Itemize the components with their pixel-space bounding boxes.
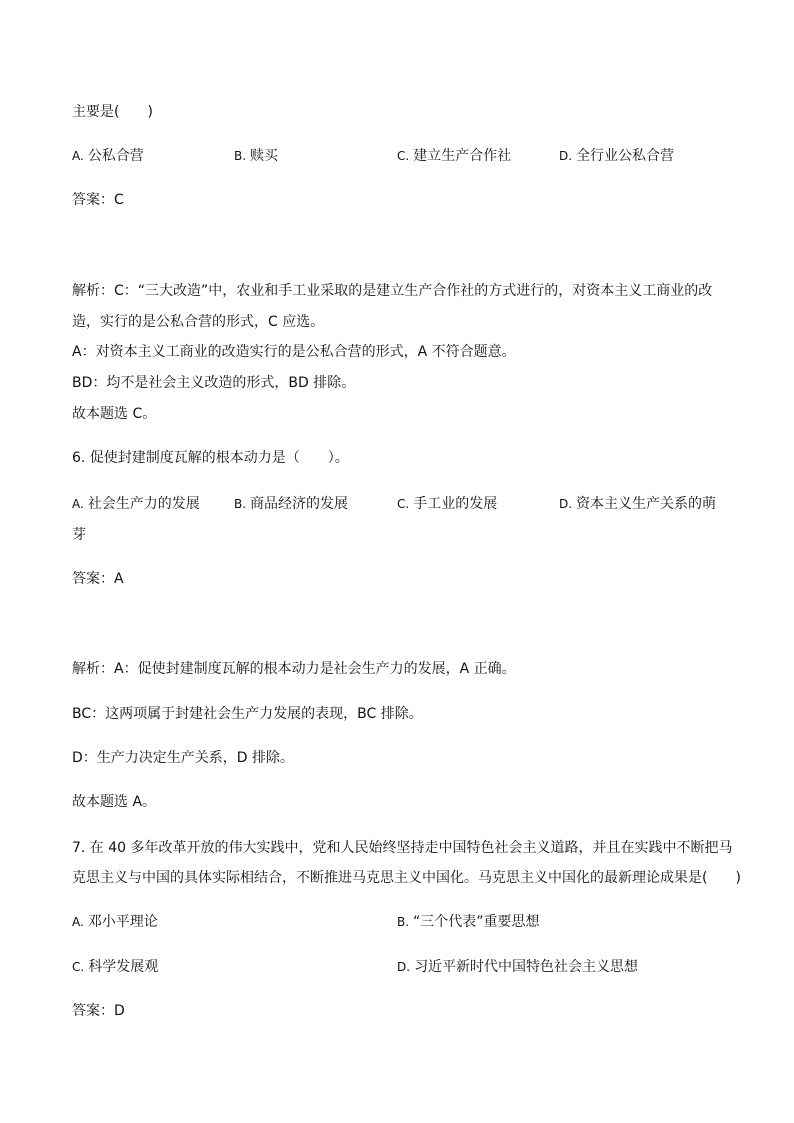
q7-option-d: D. 习近平新时代中国特色社会主义思想 [397, 959, 639, 975]
q7-option-b: B. “三个代表”重要思想 [397, 914, 540, 930]
q6-option-b: B. 商品经济的发展 [234, 496, 349, 512]
q6-option-d: D. 资本主义生产关系的萌 [559, 496, 717, 512]
q6-analysis-line: 解析：A：促使封建制度瓦解的根本动力是社会生产力的发展，A 正确。 [72, 661, 516, 677]
q5-option-b: B. 赎买 [234, 148, 279, 164]
q5-analysis-line: A：对资本主义工商业的改造实行的是公私合营的形式，A 不符合题意。 [72, 344, 516, 360]
q6-option-c: C. 手工业的发展 [397, 496, 498, 512]
q5-analysis-line: BD：均不是社会主义改造的形式，BD 排除。 [72, 375, 356, 391]
q5-analysis-line: 造，实行的是公私合营的形式，C 应选。 [72, 314, 325, 330]
q5-option-d: D. 全行业公私合营 [559, 148, 675, 164]
q5-answer: 答案：C [72, 192, 124, 208]
q7-stem-line: 7. 在 40 多年改革开放的伟大实践中，党和人民始终坚持走中国特色社会主义道路，并且在实践中不断把马 [72, 840, 733, 856]
q5-analysis-line: 故本题选 C。 [72, 406, 157, 422]
q5-stem-tail: 主要是( ) [72, 104, 153, 120]
q6-analysis-line: BC：这两项属于封建社会生产力发展的表现，BC 排除。 [72, 706, 423, 722]
q5-option-a: A. 公私合营 [72, 148, 144, 164]
q5-analysis-line: 解析：C：“三大改造”中，农业和手工业采取的是建立生产合作社的方式进行的，对资本主义工商业的改 [72, 283, 713, 299]
q6-option-a: A. 社会生产力的发展 [72, 496, 200, 512]
q7-option-c: C. 科学发展观 [72, 959, 159, 975]
q6-analysis-line: 故本题选 A。 [72, 794, 157, 810]
q7-answer: 答案：D [72, 1003, 125, 1019]
q6-stem: 6. 促使封建制度瓦解的根本动力是（ ）。 [72, 450, 349, 466]
q7-option-a: A. 邓小平理论 [72, 914, 158, 930]
q5-option-c: C. 建立生产合作社 [397, 148, 512, 164]
q6-answer: 答案：A [72, 571, 124, 587]
q7-stem-line: 克思主义与中国的具体实际相结合，不断推进马克思主义中国化。马克思主义中国化的最新理论成果是( ) [72, 870, 741, 886]
q6-analysis-line: D：生产力决定生产关系，D 排除。 [72, 750, 295, 766]
q6-option-wrap: 芽 [72, 527, 86, 543]
